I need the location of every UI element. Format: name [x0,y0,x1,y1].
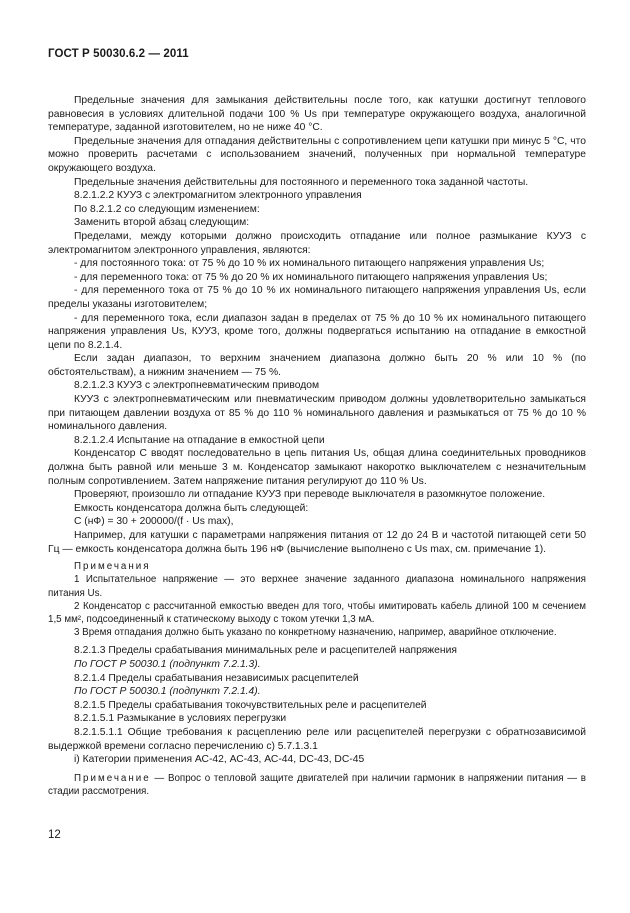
paragraph: По 8.2.1.2 со следующим изменением: [74,203,260,215]
document-header: ГОСТ Р 50030.6.2 — 2011 [48,48,189,60]
note-item: 3 Время отпадания должно быть указано по конкретному назначению, например, аварийное отключение. [74,627,557,639]
paragraph: Емкость конденсатора должна быть следующей: [74,502,309,514]
section-heading: 8.2.1.2.3 КУУЗ с электропневматическим приводом [74,380,320,392]
paragraph: Предельные значения для отпадания действительны с сопротивлением цепи катушки при минус 5 °С, что можно проверить расчетами с использованием значений, полученных при нормальной температуре окружающего воздуха. [48,135,586,174]
formula: C (нФ) = 30 + 200000/(f · Us max), [74,516,234,528]
section-heading: 8.2.1.3 Пределы срабатывания минимальных реле и расцепителей напряжения [74,645,457,657]
paragraph: Конденсатор C вводят последовательно в цепь питания Us, общая длина соединительных проводников должна быть равной или меньше 3 м. Конденсатор замыкают накоротко выключателем с незначительным полным сопротивлением. Затем напряжение питания регулируют до 110 % Us. [48,448,586,487]
paragraph: Например, для катушки с параметрами напряжения питания от 12 до 24 В и частотой питающей сети 50 Гц — емкость конденсатора должна быть 196 нФ (вычисление выполнено с Us max, см. примечание 1). [48,530,586,555]
paragraph: КУУЗ с электропневматическим или пневматическим приводом должны удовлетворительно замыкаться при питающем давлении воздуха от 85 % до 110 % номинального давления и размыкаться от 75 % до 10 % номинального давления. [48,394,586,433]
list-item: - для переменного тока от 75 % до 10 % их номинального питающего напряжения управления Us, если пределы указаны изготовителем; [48,285,586,310]
section-heading: 8.2.1.4 Пределы срабатывания независимых расцепителей [74,672,359,684]
section-heading: 8.2.1.2.2 КУУЗ с электромагнитом электронного управления [74,190,362,202]
paragraph: Предельные значения действительны для постоянного и переменного тока заданной частоты. [74,176,529,188]
paragraph: По ГОСТ Р 50030.1 (подпункт 7.2.1.4). [74,686,261,698]
list-item: i) Категории применения АС-42, АС-43, АС-44, DC-43, DC-45 [74,754,365,766]
note-item: 2 Конденсатор с рассчитанной емкостью введен для того, чтобы имитировать кабель длиной 100 м сечением 1,5 мм², подсоединенный к статическому выходу с током утечки 1,3 мА. [48,600,586,625]
list-item: - для постоянного тока: от 75 % до 10 % их номинального питающего напряжения управления Us; [74,258,545,270]
section-heading: 8.2.1.5.1.1 Общие требования к расцеплению реле или расцепителей перегрузки с обратнозависимой выдержкой времени согласно перечислению c) 5.7.1.3.1 [48,726,586,752]
list-item: - для переменного тока, если диапазон задан в пределах от 75 % до 10 % их номинального питающего напряжения управления Us, КУУЗ, кроме того, должны подвергаться испытанию на отпадание в емкостной цепи по 8.2.1.4. [48,312,586,351]
paragraph: Проверяют, произошло ли отпадание КУУЗ при переводе выключателя в разомкнутое положение. [74,489,546,501]
note-item: 1 Испытательное напряжение — это верхнее значение заданного диапазона номинального напряжения питания Us. [48,574,586,599]
final-note [48,772,586,798]
paragraph: Если задан диапазон, то верхним значением диапазона должно быть 20 % или 10 % (по обстоятельствам), а нижним значением — 75 %. [48,353,586,378]
final-note-text: — Вопрос о тепловой защите двигателей при наличии гармоник в напряжении питания — в стадии рассмотрения. [48,772,586,797]
paragraph: Предельные значения для замыкания действительны после того, как катушки достигнут теплового равновесия в условиях длительной подачи 100 % Us при температуре окружающего воздуха, аналогичной температуре, заданной изготовителем, но не ниже 40 °С. [48,95,586,134]
paragraph: Заменить второй абзац следующим: [74,217,250,229]
document-body [48,94,586,798]
paragraph: По ГОСТ Р 50030.1 (подпункт 7.2.1.3). [74,659,261,670]
page-number: 12 [48,829,61,841]
section-heading: 8.2.1.2.4 Испытание на отпадание в емкостной цепи [74,434,325,446]
section-heading: 8.2.1.5.1 Размыкание в условиях перегрузки [74,713,287,725]
list-item: - для переменного тока: от 75 % до 20 % их номинального питающего напряжения управления Us; [74,271,548,283]
paragraph: Пределами, между которыми должно происходить отпадание или полное размыкание КУУЗ с электромагнитом электронного управления, являются: [48,230,586,256]
notes-heading: Примечания [74,561,151,573]
final-note-label: Примечание [74,772,151,784]
section-heading: 8.2.1.5 Пределы срабатывания токочувствительных реле и расцепителей [74,699,427,711]
